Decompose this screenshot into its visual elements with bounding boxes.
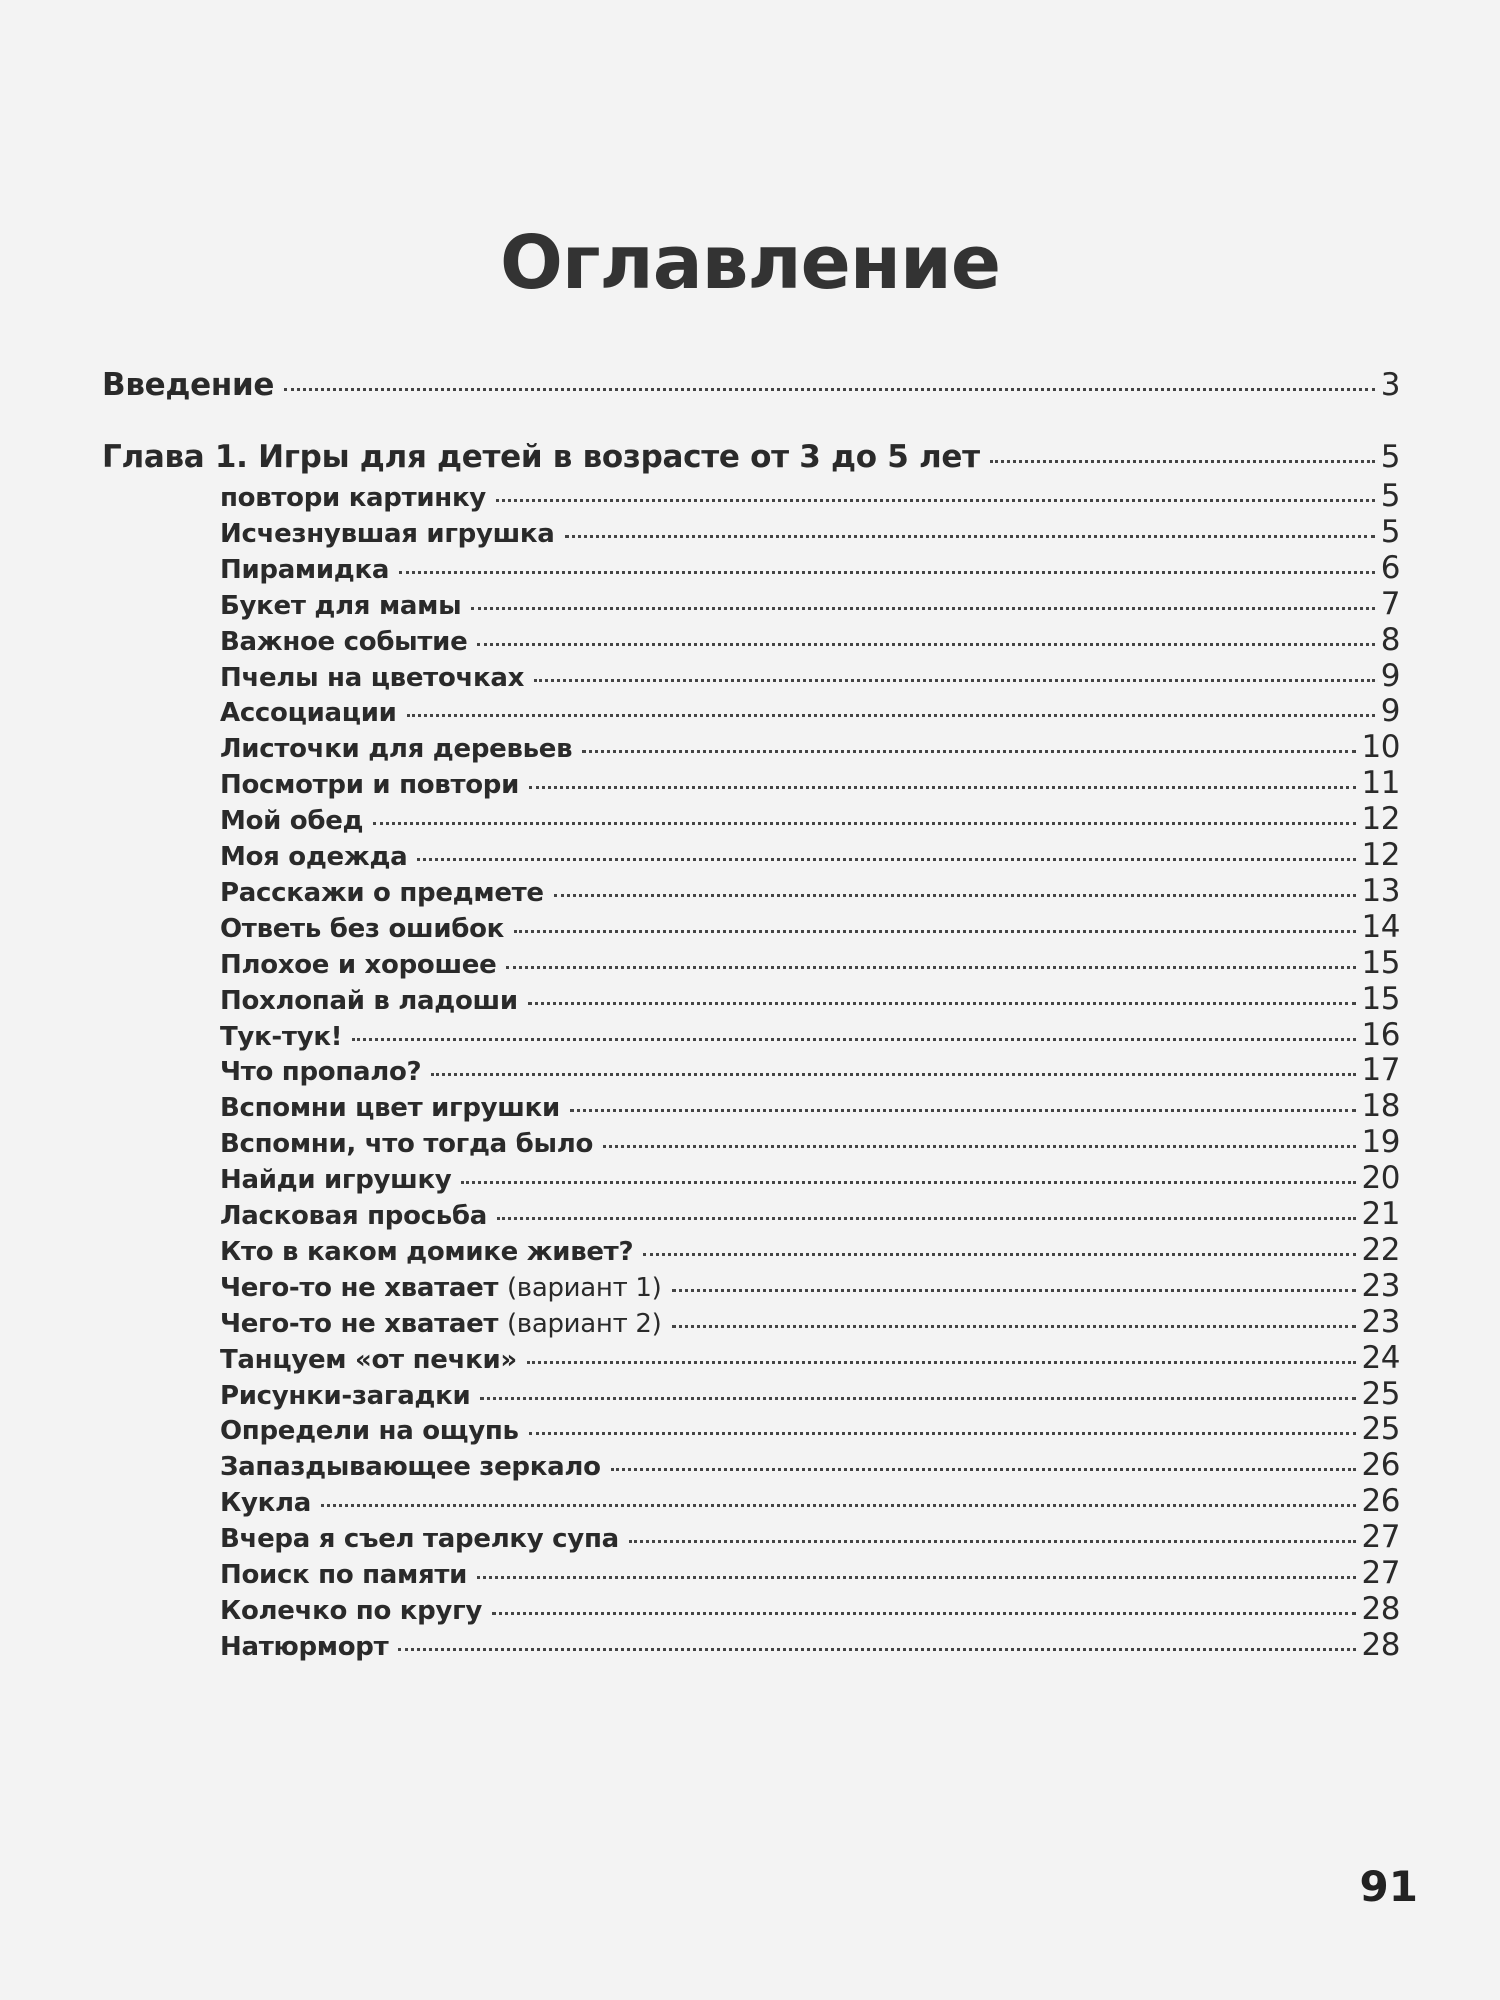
toc-entry [220, 945, 1400, 981]
toc-leader-dots [284, 388, 1375, 391]
toc-entry-variant: (вариант 2) [506, 1308, 662, 1339]
toc-entry [220, 1017, 1400, 1053]
toc-page-number: 20 [1361, 1160, 1400, 1197]
toc-leader-dots [527, 1361, 1356, 1364]
toc-entry [220, 1088, 1400, 1124]
toc-entry [220, 478, 1400, 514]
toc-entry-title [220, 624, 467, 660]
toc-entry [220, 909, 1400, 945]
toc-entry-title [220, 552, 389, 588]
toc-entry-label: Тук-тук! [220, 1021, 343, 1052]
toc-entry-label: Ассоциации [220, 698, 397, 729]
toc-page-number: 25 [1361, 1375, 1400, 1412]
toc-entry-title [220, 1629, 388, 1665]
toc-entry-title [220, 1270, 662, 1306]
toc-entry [220, 1268, 1400, 1304]
toc-page-number: 16 [1361, 1016, 1400, 1053]
toc-leader-dots [477, 643, 1374, 646]
toc-leader-dots [431, 1073, 1355, 1076]
toc-leader-dots [321, 1504, 1356, 1507]
toc-section-entry [102, 437, 1400, 477]
toc-page-number: 26 [1361, 1447, 1400, 1484]
toc-entry-title [220, 1593, 482, 1629]
toc-entry-title [220, 1449, 601, 1485]
toc-leader-dots [528, 1002, 1356, 1005]
toc-entry [220, 765, 1400, 801]
toc-page-number: 15 [1361, 944, 1400, 981]
toc-entry [220, 1304, 1400, 1340]
toc-entry-title [220, 1485, 311, 1521]
toc-page-number: 3 [1380, 367, 1400, 403]
toc-page-number: 15 [1361, 980, 1400, 1017]
toc-entry-label: Ласковая просьба [220, 1201, 487, 1231]
toc-leader-dots [480, 1397, 1355, 1400]
toc-page-number: 5 [1380, 513, 1400, 550]
toc-entry [220, 729, 1400, 765]
toc-entry [220, 1627, 1400, 1663]
toc-entry-label: повтори картинку [220, 483, 486, 513]
toc-page-number: 18 [1361, 1088, 1400, 1125]
toc-entry-title [220, 1521, 619, 1557]
toc-page-number: 7 [1380, 585, 1400, 622]
toc-entry-label: Натюрморт [220, 1631, 389, 1662]
toc-page-number: 5 [1380, 478, 1400, 514]
toc-entry-label: Чего-то не хватает [220, 1272, 499, 1303]
toc-entry-title [220, 480, 486, 516]
toc-entry-label: Рисунки-загадки [220, 1380, 471, 1411]
toc-entry-title [220, 803, 363, 839]
toc-entry [220, 693, 1400, 729]
toc-entry-label: Исчезнувшая игрушка [220, 518, 555, 549]
toc-page-number: 12 [1361, 801, 1400, 838]
toc-entry-label: Что пропало? [220, 1057, 422, 1088]
toc-entry-label: Поиск по памяти [220, 1560, 468, 1590]
toc-entry [220, 550, 1400, 586]
toc-entry-title [220, 911, 504, 947]
toc-entry-label: Чего-то не хватает [220, 1308, 499, 1339]
toc-entry [220, 1340, 1400, 1376]
toc-page-number: 19 [1361, 1124, 1400, 1161]
toc-leader-dots [611, 1468, 1356, 1471]
toc-page-number: 28 [1361, 1590, 1400, 1627]
toc-entry-label: Колечко по кругу [220, 1595, 483, 1626]
toc-entry-label: Расскажи о предмете [220, 877, 544, 908]
toc-entry-label: Моя одежда [220, 842, 408, 872]
toc-entry-label: Определи на ощупь [220, 1416, 519, 1447]
toc-entry-label: Кукла [220, 1488, 311, 1519]
toc-leader-dots [534, 679, 1375, 682]
toc-entry-label: Пчелы на цветочках [220, 662, 525, 693]
toc-entry [220, 1160, 1400, 1196]
toc-entry-title [220, 1557, 467, 1593]
toc-entry [220, 622, 1400, 658]
toc-page-number: 26 [1361, 1483, 1400, 1520]
toc-entry-title [220, 1126, 593, 1162]
toc-page-number: 8 [1380, 621, 1400, 658]
toc-entry-label: Вчера я съел тарелку супа [220, 1524, 619, 1555]
toc-entry [220, 1124, 1400, 1160]
toc-entry-title [220, 1378, 470, 1414]
toc-entry-label: Глава 1. Игры для детей в возрасте от 3 до 5 лет [102, 439, 980, 475]
toc-entry [220, 1232, 1400, 1268]
toc-entry-title [102, 437, 980, 477]
toc-leader-dots [629, 1540, 1356, 1543]
toc-entry [220, 586, 1400, 622]
toc-page-number: 27 [1361, 1555, 1400, 1591]
toc-leader-dots [582, 750, 1355, 753]
toc-leader-dots [399, 571, 1375, 574]
toc-leader-dots [497, 1217, 1356, 1220]
toc-entry-title [220, 1198, 487, 1234]
toc-page-number: 6 [1380, 549, 1400, 586]
toc-leader-dots [461, 1181, 1355, 1184]
toc-entry [220, 1376, 1400, 1412]
toc-page-number: 22 [1361, 1231, 1400, 1268]
toc-entry-label: Похлопай в ладоши [220, 985, 518, 1016]
toc-entry-label: Танцуем «от печки» [220, 1344, 517, 1375]
toc-page-number: 28 [1361, 1626, 1400, 1663]
toc-entry-title [220, 695, 397, 731]
toc-page-number: 27 [1361, 1519, 1400, 1556]
toc-entry [220, 873, 1400, 909]
toc-entry [220, 981, 1400, 1017]
toc-leader-dots [407, 714, 1375, 717]
toc-entry-title [102, 365, 274, 405]
toc-entry-title [220, 588, 461, 624]
toc-entry-title [220, 1090, 560, 1126]
toc-leader-dots [565, 535, 1375, 538]
toc-leader-dots [643, 1253, 1355, 1256]
toc-leader-dots [398, 1648, 1355, 1651]
page-number: 91 [1359, 1862, 1418, 1911]
toc-page-number: 13 [1361, 872, 1400, 909]
toc-entry-variant: (вариант 1) [506, 1272, 662, 1303]
toc-entry-title [220, 660, 524, 696]
toc-page-number: 21 [1361, 1196, 1400, 1232]
toc-page-number: 11 [1361, 765, 1400, 802]
toc-entry [220, 1555, 1400, 1591]
toc-entry-label: Вспомни цвет игрушки [220, 1093, 560, 1124]
toc-leader-dots [506, 966, 1355, 969]
toc-entry-title [220, 731, 572, 767]
toc-entry-label: Найди игрушку [220, 1165, 452, 1196]
toc-page-number: 25 [1361, 1411, 1400, 1448]
toc-entry [220, 1052, 1400, 1088]
toc-entry-title [220, 1342, 517, 1378]
toc-entry-label: Введение [102, 367, 275, 403]
toc-entry-label: Мой обед [220, 806, 364, 837]
toc-page-number: 24 [1361, 1339, 1400, 1376]
toc-page-number: 14 [1361, 908, 1400, 945]
toc-leader-dots [672, 1325, 1356, 1328]
toc-entry-label: Плохое и хорошее [220, 949, 497, 980]
toc-entry [220, 837, 1400, 873]
toc-leader-dots [352, 1038, 1355, 1041]
toc-leader-dots [990, 460, 1375, 463]
toc-entry-title [220, 767, 519, 803]
toc-entry-title [220, 875, 544, 911]
toc-entry-title [220, 839, 407, 875]
toc-entry-label: Ответь без ошибок [220, 913, 505, 944]
toc-leader-dots [514, 930, 1356, 933]
toc-leader-dots [373, 822, 1355, 825]
toc-page-number: 17 [1361, 1052, 1400, 1089]
toc-entry-title [220, 1162, 451, 1198]
toc-entry [220, 1483, 1400, 1519]
toc-entry-title [220, 1306, 662, 1342]
toc-leader-dots [496, 499, 1375, 502]
toc-entry-label: Листочки для деревьев [220, 734, 573, 765]
toc-entry-label: Запаздывающее зеркало [220, 1452, 601, 1483]
page-title: Оглавление [499, 219, 1001, 306]
toc-leader-dots [417, 858, 1355, 861]
toc-page-number: 23 [1361, 1267, 1400, 1304]
toc-leader-dots [603, 1145, 1356, 1148]
toc-entry [220, 1411, 1400, 1447]
toc-leader-dots [471, 607, 1374, 610]
toc-entry [220, 801, 1400, 837]
toc-entry-label: Кто в каком домике живет? [220, 1236, 634, 1267]
toc-entry-title [220, 516, 555, 552]
toc-entry [220, 1519, 1400, 1555]
toc-page-number: 9 [1380, 657, 1400, 694]
toc-page-number: 5 [1380, 439, 1400, 475]
toc-entry-label: Важное событие [220, 626, 468, 657]
toc-page-number: 9 [1380, 693, 1400, 730]
toc-leader-dots [570, 1109, 1356, 1112]
toc-entry-title [220, 1413, 519, 1449]
toc-entry-title [220, 1234, 633, 1270]
toc-entry-label: Вспомни, что тогда было [220, 1129, 594, 1160]
toc-entry-title [220, 983, 518, 1019]
toc-leader-dots [529, 1432, 1356, 1435]
toc-leader-dots [492, 1612, 1356, 1615]
toc-entry-title [220, 1054, 421, 1090]
toc-leader-dots [672, 1289, 1356, 1292]
toc-entry [220, 514, 1400, 550]
toc-entry-label: Посмотри и повтори [220, 770, 520, 801]
toc-entry [220, 658, 1400, 694]
toc-entry-label: Пирамидка [220, 554, 390, 585]
toc-leader-dots [529, 786, 1356, 789]
toc-section-entry [102, 365, 1400, 405]
toc-entry [220, 1196, 1400, 1232]
toc-leader-dots [477, 1576, 1355, 1579]
toc-page-number: 10 [1361, 729, 1400, 766]
toc-entry-title [220, 947, 496, 983]
toc-entry-title [220, 1019, 342, 1055]
toc-leader-dots [554, 894, 1356, 897]
toc-entry [220, 1447, 1400, 1483]
toc-entry [220, 1591, 1400, 1627]
toc-page-number: 23 [1361, 1303, 1400, 1340]
toc-entry-label: Букет для мамы [220, 590, 462, 621]
toc-page-number: 12 [1361, 837, 1400, 873]
